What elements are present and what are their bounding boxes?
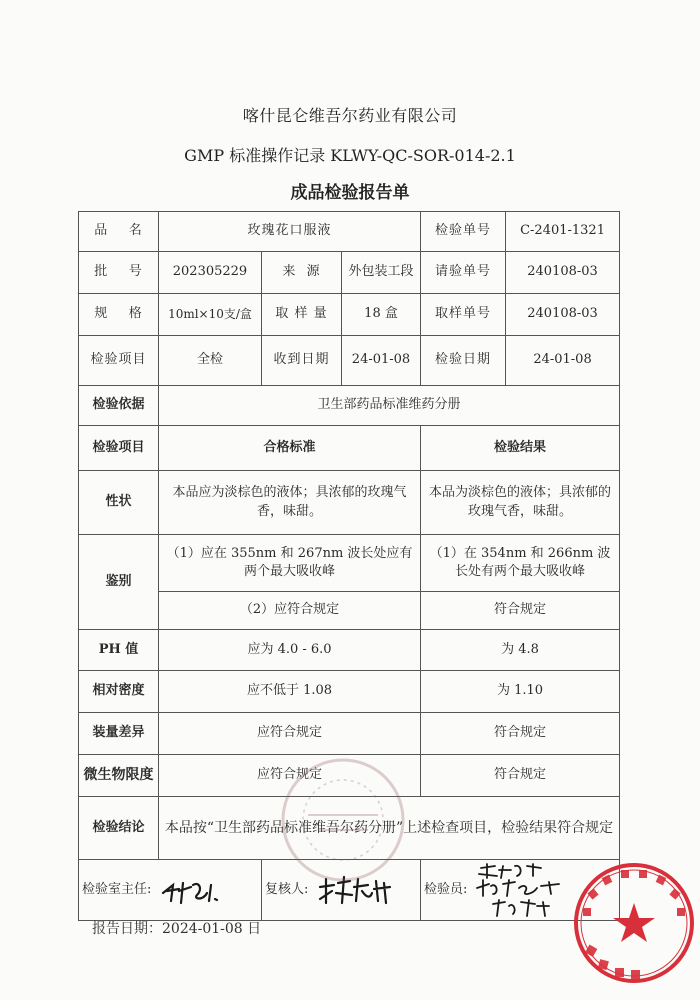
lab-head-cell — [79, 860, 262, 921]
inspector-label: 检验员: — [424, 881, 468, 897]
lab-head-label: 检验室主任: — [82, 881, 152, 897]
row-spec — [79, 294, 620, 336]
identification-1-standard: （1）应在 355nm 和 267nm 波长处应有两个最大吸收峰 — [159, 535, 421, 592]
inspection-item-label: 检验项目 — [79, 336, 159, 386]
sample-qty-value: 18 盒 — [342, 294, 421, 336]
fill-variation-label: 装量差异 — [79, 713, 159, 755]
row-batch — [79, 252, 620, 294]
lab-head-signature — [159, 873, 229, 907]
product-name-value: 玫瑰花口服液 — [159, 212, 421, 252]
fill-variation-standard: 应符合规定 — [159, 713, 421, 755]
row-appearance — [79, 471, 620, 535]
appearance-label: 性状 — [79, 471, 159, 535]
batch-label: 批 号 — [79, 252, 159, 294]
density-standard: 应不低于 1.08 — [159, 671, 421, 713]
identification-2-standard: （2）应符合规定 — [159, 592, 421, 630]
basis-value: 卫生部药品标准维药分册 — [159, 386, 620, 426]
faint-seal-stamp — [278, 755, 408, 885]
reviewer-label: 复核人: — [265, 881, 309, 897]
row-basis — [79, 386, 620, 426]
microbial-limit-result: 符合规定 — [421, 755, 620, 797]
conclusion-text: 本品按“卫生部药品标准维吾尔药分册”上述检查项目，检验结果符合规定 — [159, 797, 620, 860]
received-date-value: 24-01-08 — [342, 336, 421, 386]
gmp-record-code: GMP 标准操作记录 KLWY-QC-SOR-014-2.1 — [184, 146, 516, 165]
source-label: 来 源 — [262, 252, 342, 294]
row-ph — [79, 630, 620, 671]
microbial-limit-standard: 应符合规定 — [159, 755, 421, 797]
row-item-dates — [79, 336, 620, 386]
report-title: 成品检验报告单 — [290, 183, 410, 203]
ph-result: 为 4.8 — [421, 630, 620, 671]
col-result-header: 检验结果 — [421, 426, 620, 471]
spec-label: 规 格 — [79, 294, 159, 336]
row-identification-1 — [79, 535, 620, 592]
basis-label: 检验依据 — [79, 386, 159, 426]
inspection-item-value: 全检 — [159, 336, 262, 386]
request-no-label: 请验单号 — [421, 252, 506, 294]
batch-value: 202305229 — [159, 252, 262, 294]
ph-label: PH 值 — [79, 630, 159, 671]
row-density — [79, 671, 620, 713]
ph-standard: 应为 4.0 - 6.0 — [159, 630, 421, 671]
appearance-standard: 本品应为淡棕色的液体；具浓郁的玫瑰气香，味甜。 — [159, 471, 421, 535]
row-product — [79, 212, 620, 252]
col-item-header: 检验项目 — [79, 426, 159, 471]
identification-1-result: （1）在 354nm 和 266nm 波长处有两个最大吸收峰 — [421, 535, 620, 592]
report-date: 报告日期：2024-01-08 日 — [92, 921, 262, 937]
red-qc-seal-stamp — [569, 858, 699, 988]
fill-variation-result: 符合规定 — [421, 713, 620, 755]
request-no-value: 240108-03 — [506, 252, 620, 294]
spec-value: 10ml×10支/盒 — [159, 294, 262, 336]
row-results-header — [79, 426, 620, 471]
col-standard-header: 合格标准 — [159, 426, 421, 471]
microbial-limit-label: 微生物限度 — [79, 755, 159, 797]
row-identification-2 — [79, 592, 620, 630]
product-name-label: 品 名 — [79, 212, 159, 252]
row-fill-variation — [79, 713, 620, 755]
inspector-signatures — [475, 862, 580, 918]
density-result: 为 1.10 — [421, 671, 620, 713]
company-name: 喀什昆仑维吾尔药业有限公司 — [242, 106, 458, 125]
inspection-no-label: 检验单号 — [421, 212, 506, 252]
conclusion-label: 检验结论 — [79, 797, 159, 860]
inspection-no-value: C-2401-1321 — [506, 212, 620, 252]
sample-no-label: 取样单号 — [421, 294, 506, 336]
inspection-date-label: 检验日期 — [421, 336, 506, 386]
source-value: 外包装工段 — [342, 252, 421, 294]
inspection-date-value: 24-01-08 — [506, 336, 620, 386]
sample-no-value: 240108-03 — [506, 294, 620, 336]
appearance-result: 本品为淡棕色的液体；具浓郁的玫瑰气香，味甜。 — [421, 471, 620, 535]
sample-qty-label: 取 样 量 — [262, 294, 342, 336]
density-label: 相对密度 — [79, 671, 159, 713]
identification-label: 鉴别 — [79, 535, 159, 630]
identification-2-result: 符合规定 — [421, 592, 620, 630]
received-date-label: 收到日期 — [262, 336, 342, 386]
